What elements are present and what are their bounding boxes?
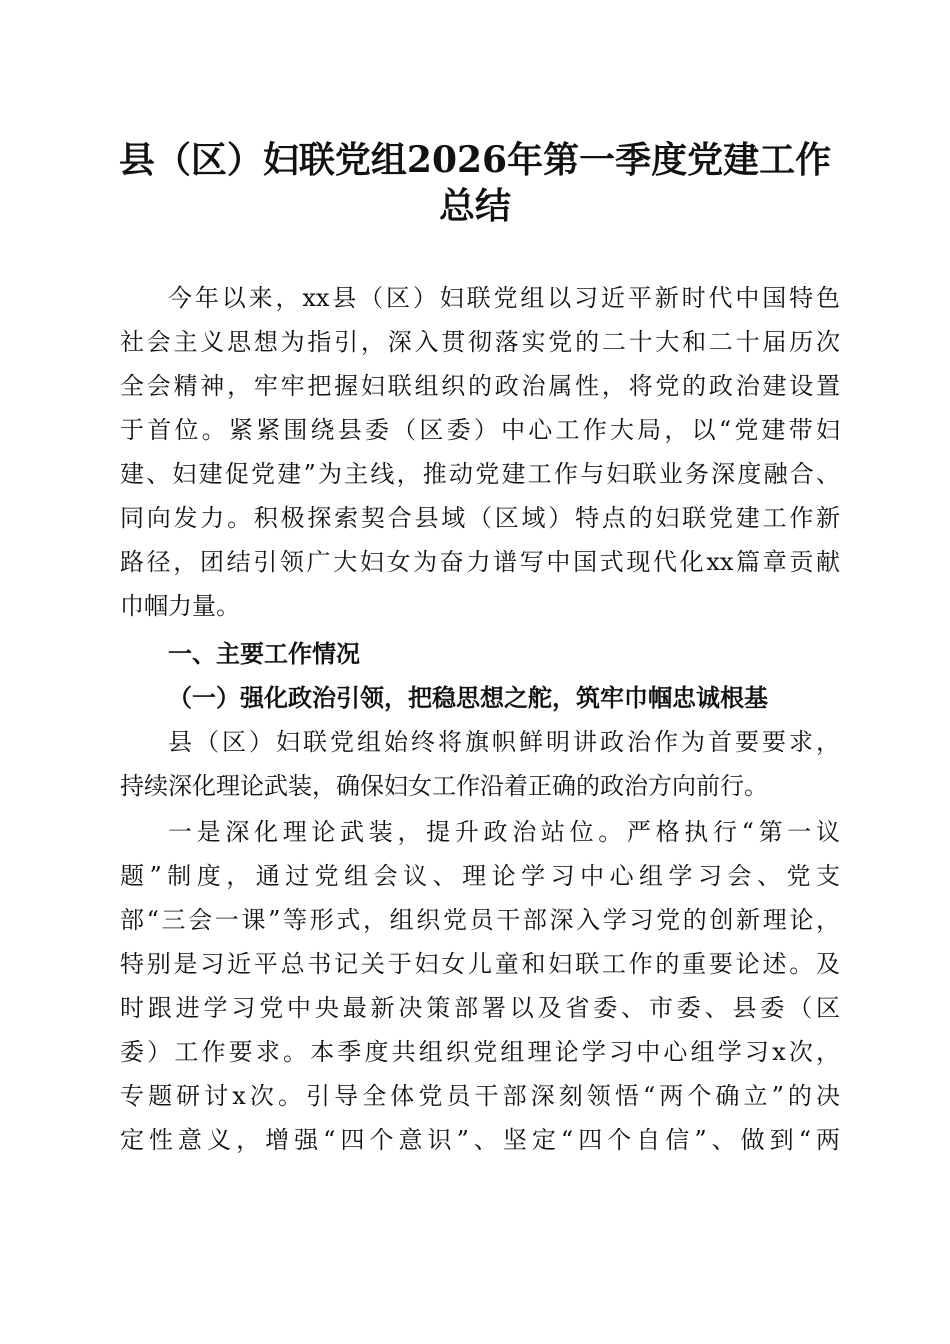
paragraph-line: 全会精神，牢牢把握妇联组织的政治属性，将党的政治建设置: [120, 372, 840, 400]
paragraph-line: 定性意义，增强“四个意识”、坚定“四个自信”、做到“两: [120, 1126, 840, 1154]
paragraph-line: 时跟进学习党中央最新决策部署以及省委、市委、县委（区: [120, 994, 840, 1022]
document-title-line-1: 县（区）妇联党组2026年第一季度党建工作: [118, 139, 832, 181]
section-heading: 一、主要工作情况: [168, 640, 360, 668]
document-title-line-2: 总结: [438, 185, 511, 227]
paragraph-line: 专题研讨x次。引导全体党员干部深刻领悟“两个确立”的决: [120, 1082, 840, 1110]
paragraph-line: 特别是习近平总书记关于妇女儿童和妇联工作的重要论述。及: [120, 950, 840, 978]
paragraph-line: 建、妇建促党建”为主线，推动党建工作与妇联业务深度融合、: [120, 460, 840, 488]
paragraph-line: 今年以来，xx县（区）妇联党组以习近平新时代中国特色: [168, 284, 840, 312]
paragraph-line: 巾帼力量。: [120, 592, 240, 620]
paragraph-line: 社会主义思想为指引，深入贯彻落实党的二十大和二十届历次: [120, 328, 840, 356]
paragraph-line: 委）工作要求。本季度共组织党组理论学习中心组学习x次，: [120, 1038, 840, 1066]
paragraph-line: 路径，团结引领广大妇女为奋力谱写中国式现代化xx篇章贡献: [120, 548, 840, 576]
subsection-heading: （一）强化政治引领，把稳思想之舵，筑牢巾帼忠诚根基: [168, 683, 768, 712]
paragraph-line: 一是深化理论武装，提升政治站位。严格执行“第一议: [168, 818, 840, 846]
paragraph-line: 部“三会一课”等形式，组织党员干部深入学习党的创新理论，: [120, 906, 840, 934]
paragraph-line: 题”制度，通过党组会议、理论学习中心组学习会、党支: [120, 862, 840, 890]
paragraph-line: 于首位。紧紧围绕县委（区委）中心工作大局，以“党建带妇: [120, 416, 840, 444]
paragraph-line: 同向发力。积极探索契合县域（区域）特点的妇联党建工作新: [120, 504, 840, 532]
paragraph-line: 持续深化理论武装，确保妇女工作沿着正确的政治方向前行。: [120, 772, 768, 800]
paragraph-line: 县（区）妇联党组始终将旗帜鲜明讲政治作为首要要求，: [168, 728, 840, 756]
